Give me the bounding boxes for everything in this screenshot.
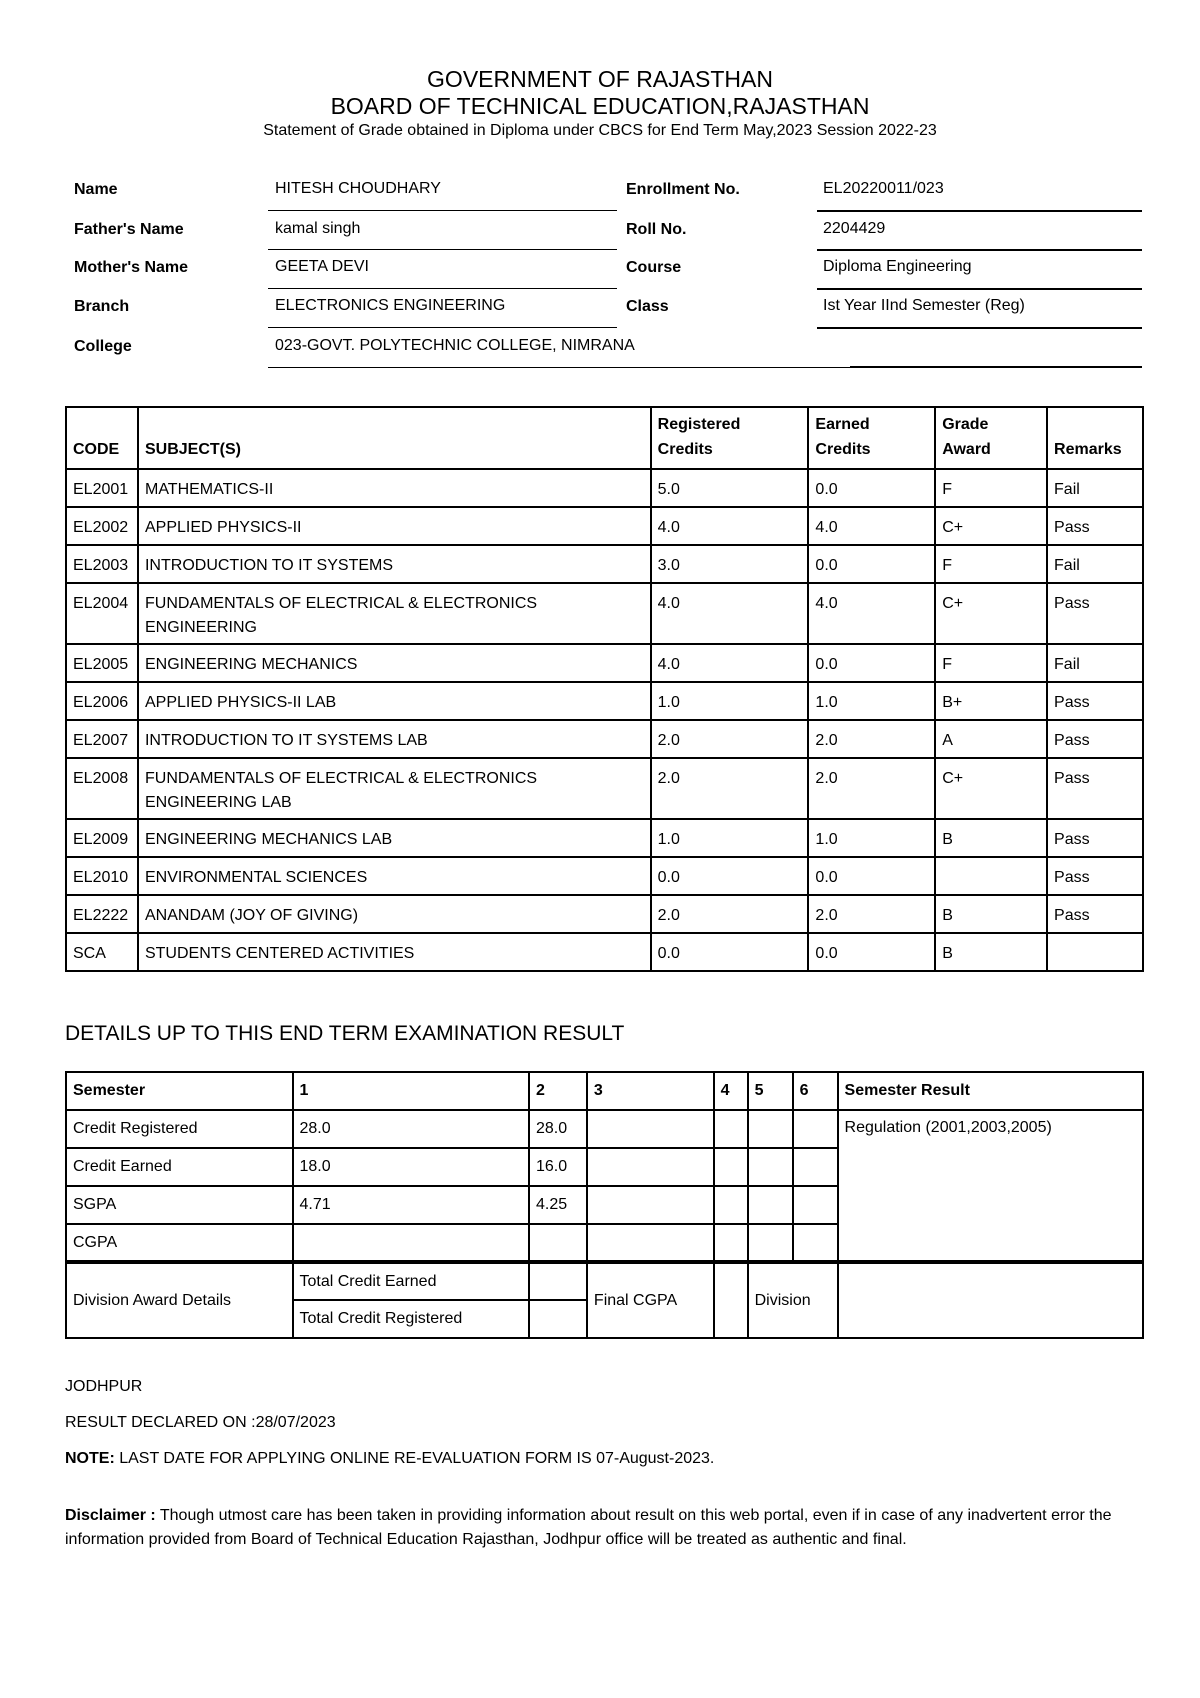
subject-name: ANANDAM (JOY OF GIVING) — [138, 895, 651, 933]
class-underline — [817, 327, 1142, 329]
semester-result-label: Semester Result — [838, 1072, 1143, 1110]
grade-award: B — [935, 895, 1047, 933]
table-row — [66, 583, 1143, 644]
col-code-header: CODE — [66, 407, 138, 469]
course-underline — [817, 288, 1142, 290]
subject-code: EL2001 — [66, 469, 138, 507]
subjects-table — [65, 406, 1144, 972]
earned-credits: 0.0 — [808, 545, 935, 583]
division-award-row — [66, 1262, 1143, 1300]
grade-award: C+ — [935, 507, 1047, 545]
remarks: Pass — [1047, 720, 1143, 758]
remarks: Fail — [1047, 545, 1143, 583]
earned-credits: 1.0 — [808, 819, 935, 857]
subject-name: APPLIED PHYSICS-II LAB — [138, 682, 651, 720]
subject-code: EL2002 — [66, 507, 138, 545]
place: JODHPUR — [65, 1378, 143, 1395]
course: Diploma Engineering — [823, 258, 972, 275]
total-credit-registered-label: Total Credit Registered — [293, 1300, 529, 1338]
semester-5-header: 5 — [748, 1072, 793, 1110]
details-section-title: DETAILS UP TO THIS END TERM EXAMINATION RESULT — [65, 1022, 625, 1045]
sgpa-sem2: 4.25 — [529, 1186, 587, 1224]
remarks: Fail — [1047, 644, 1143, 682]
col-grade-award-header — [935, 407, 1047, 469]
subject-name: MATHEMATICS-II — [138, 469, 651, 507]
grade-award: C+ — [935, 583, 1047, 644]
father-name: kamal singh — [275, 220, 361, 237]
grade-award: F — [935, 644, 1047, 682]
branch-underline — [268, 327, 617, 328]
disclaimer-text: Though utmost care has been taken in providing information about result on this web portal, even if in case of any inadvertent error the information provided from Board of Technical Education Rajasthan, Jodhpur office will be treated as authentic and final. — [65, 1507, 1112, 1548]
roll-number-label: Roll No. — [626, 221, 687, 238]
grade-award: F — [935, 469, 1047, 507]
subject-code: EL2010 — [66, 857, 138, 895]
credit-earned-sem2: 16.0 — [529, 1148, 587, 1186]
credit-earned-sem1: 18.0 — [293, 1148, 529, 1186]
registered-credits: 3.0 — [651, 545, 809, 583]
grade-award: B — [935, 933, 1047, 971]
division-label: Division — [748, 1262, 838, 1338]
mother-name: GEETA DEVI — [275, 258, 369, 275]
header-board: BOARD OF TECHNICAL EDUCATION,RAJASTHAN — [330, 93, 870, 119]
credit-registered-sem2: 28.0 — [529, 1110, 587, 1148]
note-text: LAST DATE FOR APPLYING ONLINE RE-EVALUATION FORM IS 07-August-2023. — [114, 1450, 715, 1467]
earned-credits: 2.0 — [808, 895, 935, 933]
college-underline-right — [850, 366, 1142, 368]
subject-name: ENVIRONMENTAL SCIENCES — [138, 857, 651, 895]
class-label: Class — [626, 298, 669, 315]
disclaimer — [65, 1504, 1145, 1552]
disclaimer-label: Disclaimer : — [65, 1507, 156, 1524]
student-name: HITESH CHOUDHARY — [275, 180, 441, 197]
earned-credits: 2.0 — [808, 758, 935, 819]
subject-code: EL2008 — [66, 758, 138, 819]
registered-credits: 5.0 — [651, 469, 809, 507]
mother-underline — [268, 288, 617, 289]
header-statement: Statement of Grade obtained in Diploma under CBCS for End Term May,2023 Session 2022-23 — [263, 122, 937, 139]
earned-credits: 1.0 — [808, 682, 935, 720]
table-row — [66, 819, 1143, 857]
col-subject-header: SUBJECT(S) — [138, 407, 651, 469]
grade-award: A — [935, 720, 1047, 758]
enrollment-number: EL20220011/023 — [823, 180, 944, 197]
earned-credits: 0.0 — [808, 469, 935, 507]
col-earned-credits-header — [808, 407, 935, 469]
remarks: Pass — [1047, 857, 1143, 895]
regulation-text: Regulation (2001,2003,2005) — [838, 1110, 1143, 1262]
table-row — [66, 720, 1143, 758]
remarks — [1047, 933, 1143, 971]
subject-name: INTRODUCTION TO IT SYSTEMS — [138, 545, 651, 583]
credit-registered-label: Credit Registered — [66, 1110, 293, 1148]
cgpa-label: CGPA — [66, 1224, 293, 1262]
roll-number: 2204429 — [823, 220, 886, 237]
registered-credits: 1.0 — [651, 819, 809, 857]
table-row — [66, 545, 1143, 583]
credit-registered-sem1: 28.0 — [293, 1110, 529, 1148]
earned-credits: 0.0 — [808, 933, 935, 971]
credit-earned-label: Credit Earned — [66, 1148, 293, 1186]
subject-name: ENGINEERING MECHANICS LAB — [138, 819, 651, 857]
table-row — [66, 469, 1143, 507]
semester-header-row — [66, 1072, 1143, 1110]
header-credits-text: Credits — [657, 441, 713, 458]
note — [65, 1450, 714, 1468]
branch: ELECTRONICS ENGINEERING — [275, 297, 506, 314]
subject-code: EL2005 — [66, 644, 138, 682]
registered-credits: 4.0 — [651, 644, 809, 682]
subjects-header-row — [66, 407, 1143, 469]
grade-award: B+ — [935, 682, 1047, 720]
semester-3-header: 3 — [587, 1072, 714, 1110]
registered-credits: 2.0 — [651, 720, 809, 758]
name-label: Name — [74, 181, 118, 198]
college-label: College — [74, 338, 132, 355]
father-name-label: Father's Name — [74, 221, 184, 238]
sgpa-sem1: 4.71 — [293, 1186, 529, 1224]
subject-code: EL2007 — [66, 720, 138, 758]
remarks: Pass — [1047, 682, 1143, 720]
division-award-label: Division Award Details — [66, 1262, 293, 1338]
earned-credits: 4.0 — [808, 583, 935, 644]
header-government: GOVERNMENT OF RAJASTHAN — [427, 66, 773, 92]
registered-credits: 0.0 — [651, 933, 809, 971]
header-credits-text: Credits — [815, 441, 871, 458]
mother-name-label: Mother's Name — [74, 259, 189, 276]
subject-code: EL2004 — [66, 583, 138, 644]
remarks: Pass — [1047, 507, 1143, 545]
final-cgpa-label: Final CGPA — [587, 1262, 714, 1338]
table-row — [66, 758, 1143, 819]
subject-code: SCA — [66, 933, 138, 971]
subject-code: EL2222 — [66, 895, 138, 933]
table-row — [66, 857, 1143, 895]
college: 023-GOVT. POLYTECHNIC COLLEGE, NIMRANA — [275, 337, 635, 354]
father-underline — [268, 249, 617, 250]
earned-credits: 0.0 — [808, 644, 935, 682]
remarks: Pass — [1047, 583, 1143, 644]
earned-credits: 2.0 — [808, 720, 935, 758]
registered-credits: 2.0 — [651, 895, 809, 933]
col-remarks-header: Remarks — [1047, 407, 1143, 469]
branch-label: Branch — [74, 298, 130, 315]
semester-6-header: 6 — [793, 1072, 838, 1110]
sgpa-label: SGPA — [66, 1186, 293, 1224]
remarks: Pass — [1047, 895, 1143, 933]
result-declared: RESULT DECLARED ON :28/07/2023 — [65, 1414, 336, 1431]
subject-name: APPLIED PHYSICS-II — [138, 507, 651, 545]
subject-code: EL2006 — [66, 682, 138, 720]
registered-credits: 2.0 — [651, 758, 809, 819]
earned-credits: 0.0 — [808, 857, 935, 895]
col-registered-credits-header — [651, 407, 809, 469]
class: Ist Year IInd Semester (Reg) — [823, 297, 1025, 314]
table-row — [66, 933, 1143, 971]
header-earned-text: Earned — [815, 416, 870, 433]
roll-underline — [817, 249, 1142, 251]
semester-details-table — [65, 1071, 1144, 1339]
subject-code: EL2009 — [66, 819, 138, 857]
header-award-text: Award — [942, 441, 991, 458]
table-row — [66, 507, 1143, 545]
enrollment-underline — [817, 210, 1142, 212]
subject-name: INTRODUCTION TO IT SYSTEMS LAB — [138, 720, 651, 758]
registered-credits: 4.0 — [651, 507, 809, 545]
header-registered-text: Registered — [657, 416, 741, 433]
remarks: Pass — [1047, 819, 1143, 857]
remarks: Pass — [1047, 758, 1143, 819]
subject-name: STUDENTS CENTERED ACTIVITIES — [138, 933, 651, 971]
registered-credits: 1.0 — [651, 682, 809, 720]
registered-credits: 0.0 — [651, 857, 809, 895]
name-underline — [268, 210, 617, 211]
college-underline — [268, 367, 852, 368]
header-grade-text: Grade — [942, 416, 989, 433]
remarks: Fail — [1047, 469, 1143, 507]
semester-1-header: 1 — [293, 1072, 529, 1110]
note-label: NOTE: — [65, 1450, 115, 1467]
table-row — [66, 895, 1143, 933]
semester-4-header: 4 — [714, 1072, 748, 1110]
subject-code: EL2003 — [66, 545, 138, 583]
semester-2-header: 2 — [529, 1072, 587, 1110]
grade-award: F — [935, 545, 1047, 583]
subject-name: ENGINEERING MECHANICS — [138, 644, 651, 682]
subject-name: FUNDAMENTALS OF ELECTRICAL & ELECTRONICS ENGINEERING LAB — [138, 758, 651, 819]
table-row — [66, 682, 1143, 720]
total-credit-earned-label: Total Credit Earned — [293, 1262, 529, 1300]
table-row — [66, 644, 1143, 682]
enrollment-label: Enrollment No. — [626, 181, 740, 198]
credit-registered-row — [66, 1110, 1143, 1148]
course-label: Course — [626, 259, 682, 276]
subject-name: FUNDAMENTALS OF ELECTRICAL & ELECTRONICS ENGINEERING — [138, 583, 651, 644]
registered-credits: 4.0 — [651, 583, 809, 644]
grade-award: C+ — [935, 758, 1047, 819]
semester-label: Semester — [66, 1072, 293, 1110]
grade-award: B — [935, 819, 1047, 857]
grade-award — [935, 857, 1047, 895]
earned-credits: 4.0 — [808, 507, 935, 545]
